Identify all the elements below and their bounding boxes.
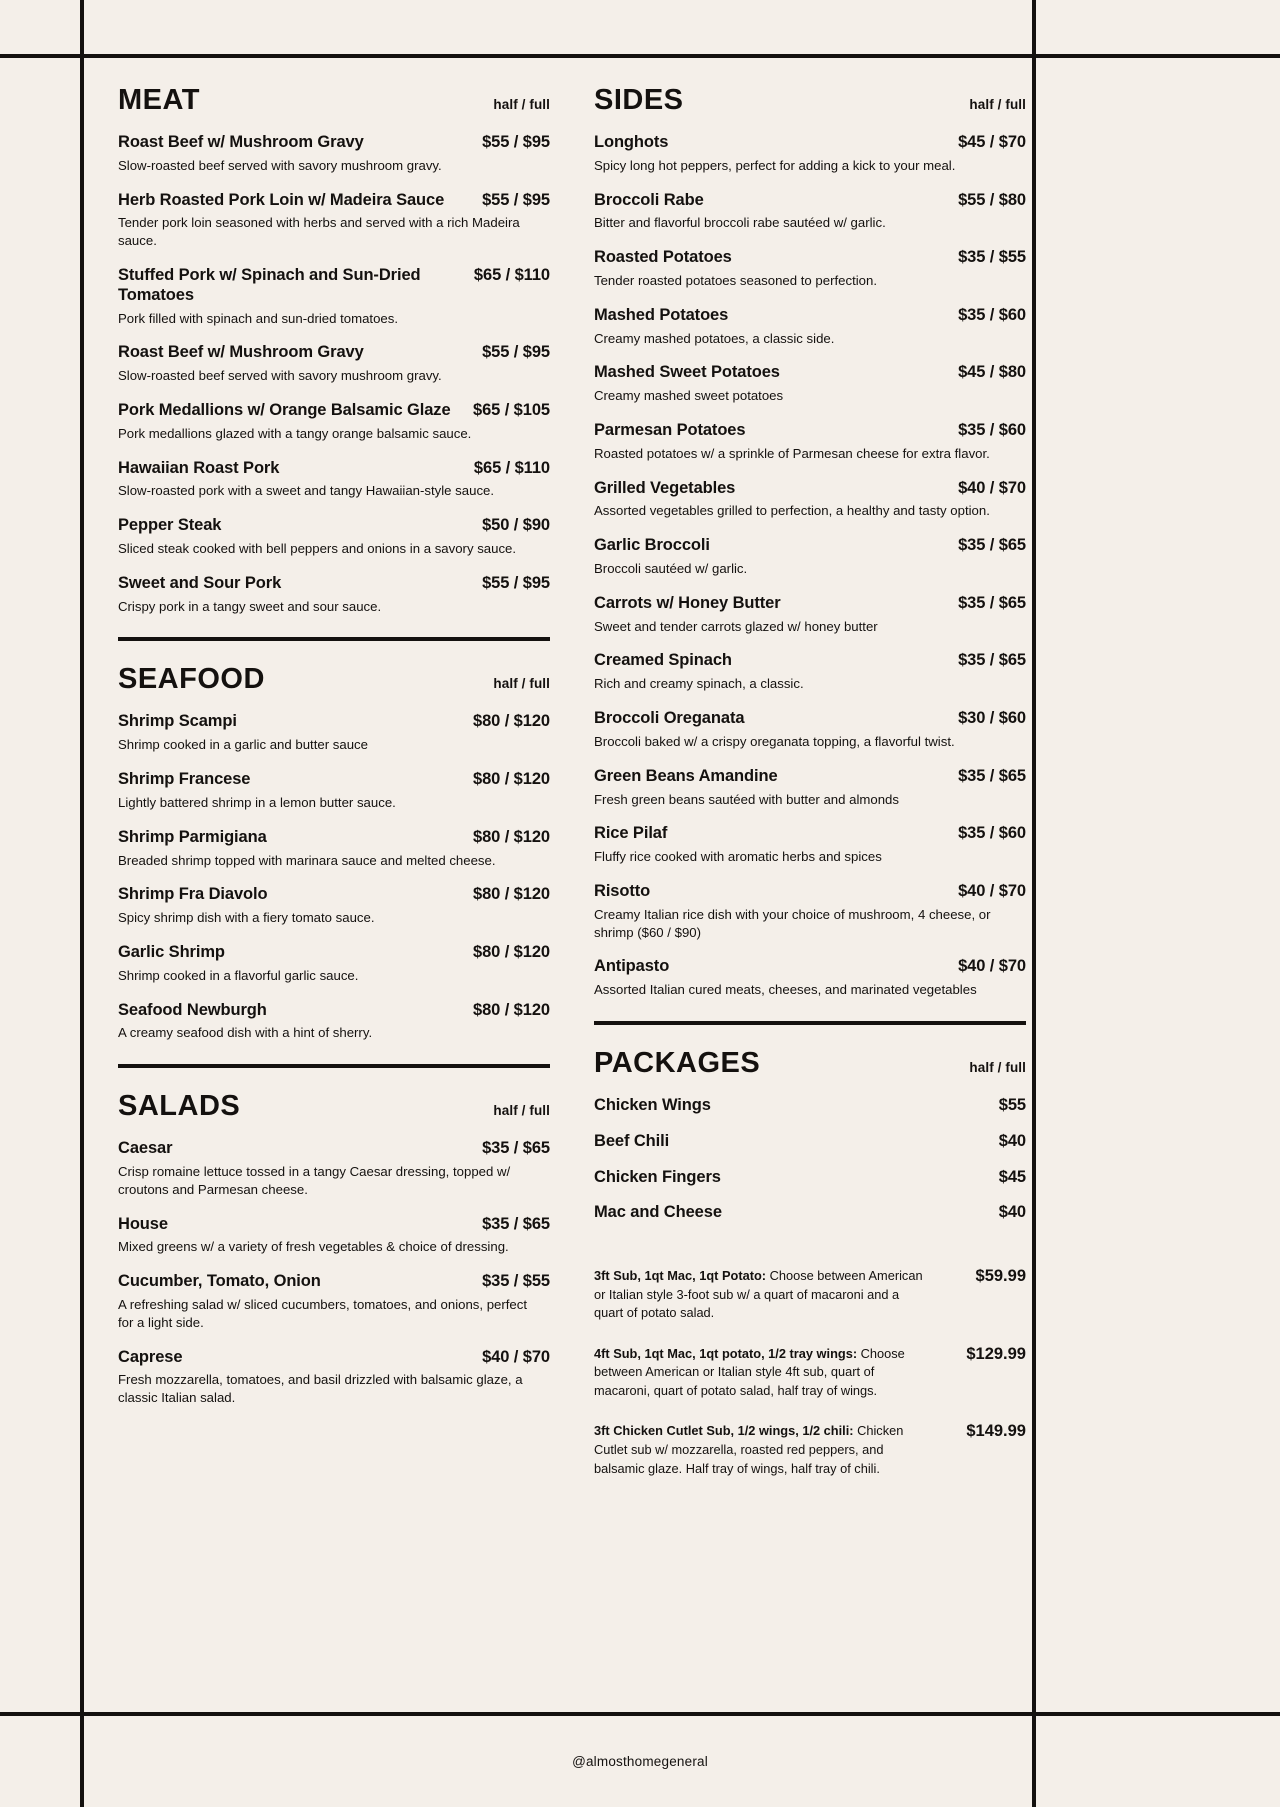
- menu-item[interactable]: [594, 421, 1026, 463]
- menu-item-description: Spicy shrimp dish with a fiery tomato sauce.: [118, 910, 375, 926]
- menu-item-description: Tender pork loin seasoned with herbs and served with a rich Madeira sauce.: [118, 215, 520, 249]
- section-units-sides: half / full: [969, 97, 1026, 112]
- menu-item-header: [118, 943, 550, 963]
- menu-item[interactable]: [594, 957, 1026, 999]
- menu-item-price: $65 / $110: [473, 458, 550, 477]
- right-border-rule: [1032, 0, 1036, 1807]
- menu-item-description: Sweet and tender carrots glazed w/ honey butter: [594, 618, 878, 634]
- menu-item-name: Roast Beef w/ Mushroom Gravy: [118, 343, 364, 362]
- menu-item-name: Risotto: [594, 881, 651, 900]
- section-packages: [594, 1046, 1026, 1478]
- menu-item[interactable]: [118, 712, 550, 754]
- menu-item-header: [118, 712, 550, 732]
- menu-item-description: Assorted vegetables grilled to perfection, a healthy and tasty option.: [594, 503, 990, 519]
- menu-item-header: [118, 1001, 550, 1021]
- menu-item[interactable]: [594, 824, 1026, 866]
- menu-item-name: Cucumber, Tomato, Onion: [118, 1272, 321, 1291]
- menu-item-name: Mashed Potatoes: [594, 305, 729, 324]
- menu-item-header: [594, 651, 1026, 671]
- menu-item-description: Broccoli baked w/ a crispy oreganata topping, a flavorful twist.: [594, 733, 955, 749]
- menu-item-name: Pepper Steak: [118, 516, 222, 535]
- menu-item-description: Creamy Italian rice dish with your choice of mushroom, 4 cheese, or shrimp ($60 / $90): [594, 906, 991, 940]
- menu-item-price: $55 / $95: [482, 190, 550, 209]
- menu-item-name: Stuffed Pork w/ Spinach and Sun-Dried Tomatoes: [118, 266, 421, 304]
- menu-item-name: Mashed Sweet Potatoes: [594, 363, 780, 382]
- menu-item[interactable]: [594, 882, 1026, 941]
- package-deal[interactable]: [594, 1267, 1026, 1323]
- menu-item[interactable]: [118, 133, 550, 175]
- menu-item-header: [594, 306, 1026, 326]
- section-title-salads: SALADS: [118, 1090, 241, 1123]
- package-item[interactable]: [594, 1132, 1026, 1152]
- menu-item-header: [594, 824, 1026, 844]
- package-deal-text: [594, 1267, 924, 1323]
- menu-item[interactable]: [118, 770, 550, 812]
- menu-item-price: $80 / $120: [473, 770, 550, 789]
- package-item-price: $40: [998, 1131, 1026, 1150]
- section-header-seafood: [118, 665, 550, 694]
- section-units-packages: half / full: [969, 1059, 1026, 1075]
- package-item[interactable]: [594, 1096, 1026, 1116]
- menu-item-description: Slow-roasted beef served with savory mushroom gravy.: [118, 368, 442, 384]
- menu-item-price: $35 / $65: [958, 766, 1026, 785]
- menu-item-description: A creamy seafood dish with a hint of sherry.: [118, 1025, 373, 1041]
- menu-item-price: $65 / $110: [473, 266, 550, 285]
- menu-item-name: Pork Medallions w/ Orange Balsamic Glaze: [118, 401, 451, 420]
- menu-item-description: Mixed greens w/ a variety of fresh vegetables & choice of dressing.: [118, 1239, 509, 1255]
- package-deal-description: Choose between American or Italian style 3-foot sub w/ a quart of macaroni and a quart of potato salad.: [594, 1268, 923, 1321]
- menu-item-name: Hawaiian Roast Pork: [118, 458, 280, 477]
- menu-column-left: [118, 86, 550, 1712]
- menu-item-name: Shrimp Francese: [118, 770, 251, 789]
- section-units-meat: half / full: [493, 97, 550, 112]
- menu-item[interactable]: [118, 943, 550, 985]
- menu-item[interactable]: [594, 651, 1026, 693]
- package-item-name: Chicken Fingers: [594, 1167, 721, 1186]
- section-header-sides: [594, 86, 1026, 115]
- package-deal[interactable]: [594, 1422, 1026, 1478]
- package-item-name: Chicken Wings: [594, 1095, 711, 1114]
- menu-item-description: Slow-roasted pork with a sweet and tangy Hawaiian-style sauce.: [118, 483, 495, 499]
- menu-item-header: [594, 363, 1026, 383]
- menu-item-header: [594, 191, 1026, 211]
- menu-item[interactable]: [594, 479, 1026, 521]
- package-deal-text: [594, 1422, 924, 1478]
- menu-item-description: Breaded shrimp topped with marinara sauce and melted cheese.: [118, 852, 496, 868]
- menu-item-price: $35 / $55: [958, 248, 1026, 267]
- menu-item[interactable]: [118, 191, 550, 250]
- menu-item-description: Bitter and flavorful broccoli rabe sautéed w/ garlic.: [594, 215, 886, 231]
- section-units-seafood: half / full: [493, 676, 550, 692]
- menu-item-price: $35 / $65: [482, 1139, 550, 1158]
- package-deal-description: Choose between American or Italian style 4ft sub, quart of macaroni, quart of potato salad, half tray of wings.: [594, 1345, 905, 1398]
- page-footer: [0, 1716, 1280, 1807]
- menu-item-header: [118, 266, 550, 306]
- menu-item-name: Carrots w/ Honey Butter: [594, 593, 781, 612]
- menu-item-description: Pork filled with spinach and sun-dried tomatoes.: [118, 310, 399, 326]
- menu-item-name: Garlic Broccoli: [594, 536, 710, 555]
- menu-item[interactable]: [118, 828, 550, 870]
- menu-item-header: [594, 133, 1026, 153]
- menu-item-price: $40 / $70: [482, 1347, 550, 1366]
- package-deal-text: [594, 1345, 924, 1401]
- menu-item-header: [118, 828, 550, 848]
- menu-item-price: $35 / $65: [482, 1214, 550, 1233]
- package-deal-label: 4ft Sub, 1qt Mac, 1qt potato, 1/2 tray wings:: [594, 1345, 858, 1361]
- package-deal-price: $129.99: [966, 1344, 1026, 1363]
- menu-item-description: Fresh green beans sautéed with butter and almonds: [594, 791, 899, 807]
- menu-item-price: $35 / $65: [958, 536, 1026, 555]
- menu-item-price: $35 / $60: [958, 824, 1026, 843]
- section-title-sides: SIDES: [594, 84, 684, 116]
- menu-item-header: [118, 401, 550, 421]
- menu-item[interactable]: [118, 401, 550, 443]
- menu-item-name: Rice Pilaf: [594, 824, 668, 843]
- menu-item-name: Creamed Spinach: [594, 651, 732, 670]
- menu-item-price: $55 / $95: [482, 343, 550, 362]
- section-header-meat: [118, 86, 550, 115]
- section-header-packages: [594, 1046, 1026, 1079]
- menu-item[interactable]: [118, 1139, 550, 1198]
- menu-item-description: Lightly battered shrimp in a lemon butter sauce.: [118, 794, 396, 810]
- menu-item-price: $40 / $70: [958, 957, 1026, 976]
- menu-item-header: [118, 1272, 550, 1292]
- menu-item-price: $55 / $80: [958, 190, 1026, 209]
- menu-item-header: [594, 594, 1026, 614]
- menu-item[interactable]: [118, 516, 550, 558]
- menu-item[interactable]: [118, 459, 550, 501]
- package-deal-label: 3ft Sub, 1qt Mac, 1qt Potato:: [594, 1268, 767, 1284]
- menu-item-description: Shrimp cooked in a garlic and butter sauce: [118, 737, 368, 753]
- menu-item-name: Caesar: [118, 1139, 173, 1158]
- menu-item-price: $45 / $70: [958, 133, 1026, 151]
- menu-item-description: Assorted Italian cured meats, cheeses, and marinated vegetables: [594, 982, 977, 998]
- section-title-seafood: SEAFOOD: [118, 663, 265, 696]
- menu-item-name: Parmesan Potatoes: [594, 421, 746, 440]
- menu-item-price: $55 / $95: [482, 573, 550, 592]
- menu-item[interactable]: [594, 191, 1026, 233]
- spacer: [594, 1239, 1026, 1245]
- menu-item-name: Herb Roasted Pork Loin w/ Madeira Sauce: [118, 190, 445, 209]
- menu-item-price: $35 / $65: [958, 593, 1026, 612]
- menu-item-name: Shrimp Scampi: [118, 712, 237, 731]
- menu-item-header: [118, 516, 550, 536]
- menu-item-price: $35 / $65: [958, 651, 1026, 670]
- menu-item-name: Shrimp Parmigiana: [118, 827, 267, 846]
- menu-item-name: Seafood Newburgh: [118, 1000, 267, 1019]
- menu-item-price: $35 / $55: [482, 1272, 550, 1291]
- menu-item[interactable]: [118, 885, 550, 927]
- menu-item-price: $80 / $120: [473, 885, 550, 904]
- section-header-salads: [118, 1092, 550, 1121]
- menu-item-name: Roast Beef w/ Mushroom Gravy: [118, 133, 364, 151]
- menu-column-right: [594, 86, 1026, 1712]
- menu-item-price: $80 / $120: [473, 712, 550, 731]
- menu-item[interactable]: [594, 709, 1026, 751]
- menu-item-description: Sliced steak cooked with bell peppers and onions in a savory sauce.: [118, 541, 517, 557]
- menu-item-price: $30 / $60: [958, 709, 1026, 728]
- menu-item-header: [594, 536, 1026, 556]
- menu-item-description: Shrimp cooked in a flavorful garlic sauce.: [118, 967, 359, 983]
- menu-item[interactable]: [594, 133, 1026, 175]
- package-deal-price: $149.99: [966, 1422, 1026, 1441]
- package-deal-price: $59.99: [975, 1267, 1026, 1286]
- menu-item[interactable]: [118, 1272, 550, 1331]
- menu-item-header: [594, 248, 1026, 268]
- menu-item[interactable]: [118, 1215, 550, 1257]
- menu-item[interactable]: [594, 363, 1026, 405]
- section-divider: [118, 637, 550, 641]
- section-sides: [594, 86, 1026, 999]
- menu-item-name: Longhots: [594, 133, 669, 151]
- menu-item-name: Grilled Vegetables: [594, 478, 736, 497]
- menu-sheet: [84, 58, 1032, 1712]
- menu-item[interactable]: [594, 306, 1026, 348]
- menu-item[interactable]: [118, 574, 550, 616]
- section-title-meat: MEAT: [118, 84, 201, 116]
- menu-item-header: [118, 191, 550, 211]
- package-item-name: Mac and Cheese: [594, 1203, 722, 1222]
- menu-item-header: [594, 709, 1026, 729]
- menu-item-name: Sweet and Sour Pork: [118, 573, 282, 592]
- menu-item-description: Spicy long hot peppers, perfect for adding a kick to your meal.: [594, 157, 956, 173]
- menu-item-header: [594, 882, 1026, 902]
- menu-item-description: Crisp romaine lettuce tossed in a tangy Caesar dressing, topped w/ croutons and Parmesan cheese.: [118, 1163, 511, 1197]
- menu-item-header: [118, 343, 550, 363]
- menu-item-name: Garlic Shrimp: [118, 942, 225, 961]
- package-item-price: $55: [998, 1095, 1026, 1114]
- menu-item-price: $50 / $90: [482, 516, 550, 535]
- menu-item-header: [118, 459, 550, 479]
- menu-item-description: Crispy pork in a tangy sweet and sour sauce.: [118, 598, 382, 614]
- menu-item-description: Rich and creamy spinach, a classic.: [594, 676, 804, 692]
- section-divider: [594, 1021, 1026, 1025]
- menu-item-name: Broccoli Rabe: [594, 190, 704, 209]
- menu-item-description: Fluffy rice cooked with aromatic herbs and spices: [594, 849, 882, 865]
- menu-item-price: $40 / $70: [958, 881, 1026, 900]
- menu-item[interactable]: [594, 536, 1026, 578]
- menu-item[interactable]: [118, 343, 550, 385]
- menu-item-description: Tender roasted potatoes seasoned to perfection.: [594, 273, 877, 289]
- menu-item-price: $80 / $120: [473, 942, 550, 961]
- package-deal[interactable]: [594, 1345, 1026, 1401]
- menu-item-description: Creamy mashed sweet potatoes: [594, 388, 784, 404]
- menu-item-name: Antipasto: [594, 957, 670, 976]
- menu-item-header: [118, 1348, 550, 1368]
- menu-item-name: Shrimp Fra Diavolo: [118, 885, 268, 904]
- menu-item-header: [594, 479, 1026, 499]
- menu-item-price: $80 / $120: [473, 1000, 550, 1019]
- menu-item-header: [118, 1139, 550, 1159]
- menu-item[interactable]: [594, 248, 1026, 290]
- menu-item-price: $40 / $70: [958, 478, 1026, 497]
- section-divider: [118, 1064, 550, 1068]
- menu-item[interactable]: [118, 1348, 550, 1407]
- menu-item-header: [118, 885, 550, 905]
- menu-item-name: Caprese: [118, 1347, 183, 1366]
- section-meat: [118, 86, 550, 615]
- menu-item-description: Pork medallions glazed with a tangy orange balsamic sauce.: [118, 425, 472, 441]
- menu-item-name: House: [118, 1214, 168, 1233]
- section-title-packages: PACKAGES: [594, 1046, 761, 1079]
- menu-item-header: [594, 767, 1026, 787]
- menu-item-header: [594, 421, 1026, 441]
- section-units-salads: half / full: [493, 1103, 550, 1119]
- menu-item-description: Broccoli sautéed w/ garlic.: [594, 561, 748, 577]
- package-item-price: $45: [998, 1167, 1026, 1186]
- package-deal-description: Chicken Cutlet sub w/ mozzarella, roasted red peppers, and balsamic glaze. Half tray of wings, half tray of chili.: [594, 1423, 904, 1476]
- menu-item-name: Roasted Potatoes: [594, 248, 732, 267]
- menu-item-price: $65 / $105: [473, 401, 550, 420]
- menu-item-name: Broccoli Oreganata: [594, 709, 745, 728]
- section-seafood: [118, 665, 550, 1042]
- menu-item-description: Roasted potatoes w/ a sprinkle of Parmesan cheese for extra flavor.: [594, 445, 990, 461]
- menu-item-header: [118, 574, 550, 594]
- package-deal-label: 3ft Chicken Cutlet Sub, 1/2 wings, 1/2 chili:: [594, 1423, 854, 1439]
- package-item[interactable]: [594, 1203, 1026, 1223]
- package-item-price: $40: [998, 1203, 1026, 1222]
- menu-item-header: [118, 133, 550, 153]
- menu-item[interactable]: [594, 767, 1026, 809]
- menu-item-description: Creamy mashed potatoes, a classic side.: [594, 330, 835, 346]
- package-item[interactable]: [594, 1168, 1026, 1188]
- menu-item[interactable]: [118, 266, 550, 327]
- menu-item-header: [118, 1215, 550, 1235]
- menu-item[interactable]: [118, 1001, 550, 1043]
- social-handle: @almosthomegeneral: [572, 1754, 708, 1769]
- menu-item-price: $80 / $120: [473, 827, 550, 846]
- section-salads: [118, 1092, 550, 1407]
- package-item-name: Beef Chili: [594, 1131, 670, 1150]
- menu-item-price: $45 / $80: [958, 363, 1026, 382]
- menu-item-header: [118, 770, 550, 790]
- menu-item-description: A refreshing salad w/ sliced cucumbers, tomatoes, and onions, perfect for a light side.: [118, 1296, 528, 1330]
- menu-item-description: Fresh mozzarella, tomatoes, and basil drizzled with balsamic glaze, a classic Italian salad.: [118, 1372, 523, 1406]
- menu-item-description: Slow-roasted beef served with savory mushroom gravy.: [118, 157, 442, 173]
- menu-item[interactable]: [594, 594, 1026, 636]
- menu-item-name: Green Beans Amandine: [594, 766, 778, 785]
- menu-item-price: $55 / $95: [482, 133, 550, 151]
- menu-item-price: $35 / $60: [958, 305, 1026, 324]
- menu-item-header: [594, 957, 1026, 977]
- menu-item-price: $35 / $60: [958, 421, 1026, 440]
